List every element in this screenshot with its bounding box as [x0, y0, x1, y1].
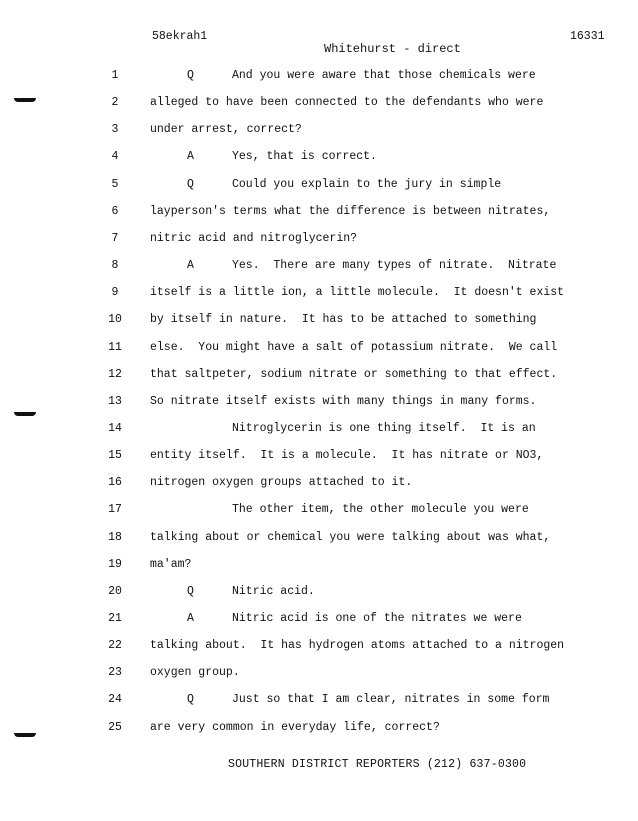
case-code: 58ekrah1 — [152, 30, 208, 43]
line-number: 22 — [108, 639, 122, 653]
line-number: 17 — [108, 503, 122, 517]
transcript-line — [0, 612, 638, 630]
transcript-line — [0, 150, 638, 168]
line-number: 10 — [108, 313, 122, 327]
line-number: 11 — [108, 340, 122, 354]
line-number: 13 — [108, 394, 122, 408]
speaker-label: A — [187, 259, 194, 273]
line-number: 3 — [111, 123, 119, 137]
line-text: alleged to have been connected to the defendants who were — [150, 96, 544, 110]
line-number: 20 — [108, 584, 122, 598]
speaker-label: A — [187, 612, 194, 625]
speaker-label: Q — [187, 177, 194, 191]
line-number: 7 — [111, 231, 119, 245]
line-text: So nitrate itself exists with many things in many forms. — [150, 394, 537, 408]
line-text: Nitric acid is one of the nitrates we were — [232, 612, 522, 625]
line-text: And you were aware that those chemicals were — [232, 69, 536, 82]
line-number: 5 — [111, 177, 119, 191]
line-number: 16 — [108, 476, 122, 490]
transcript-line — [0, 558, 638, 576]
line-number: 12 — [108, 367, 122, 381]
page-number: 16331 — [570, 30, 605, 43]
speaker-label: A — [187, 150, 194, 164]
line-number: 21 — [108, 612, 122, 625]
line-text: ma'am? — [150, 557, 192, 571]
footer-reporter: SOUTHERN DISTRICT REPORTERS (212) 637-0300 — [228, 758, 527, 771]
transcript-line — [0, 585, 638, 603]
line-number: 23 — [108, 666, 122, 680]
line-text: by itself in nature. It has to be attached to something — [150, 313, 537, 327]
line-number: 2 — [111, 96, 119, 110]
transcript-line — [0, 476, 638, 494]
punch-hole-mark — [14, 412, 36, 416]
line-number: 24 — [108, 693, 122, 707]
transcript-line — [0, 205, 638, 223]
transcript-line — [0, 123, 638, 141]
line-text: Just so that I am clear, nitrates in some form — [232, 693, 550, 707]
line-number: 9 — [111, 286, 119, 300]
transcript-line — [0, 395, 638, 413]
transcript-line — [0, 693, 638, 711]
line-text: layperson's terms what the difference is between nitrates, — [150, 204, 551, 218]
transcript-line — [0, 96, 638, 114]
line-text: Yes, that is correct. — [232, 150, 377, 164]
transcript-line — [0, 639, 638, 657]
punch-hole-mark — [14, 98, 36, 102]
line-text: nitric acid and nitroglycerin? — [150, 231, 358, 245]
transcript-line — [0, 721, 638, 739]
line-text: nitrogen oxygen groups attached to it. — [150, 476, 413, 490]
line-text: oxygen group. — [150, 666, 240, 680]
line-text: Could you explain to the jury in simple — [232, 177, 502, 191]
transcript-line — [0, 449, 638, 467]
transcript-line — [0, 232, 638, 250]
line-text: talking about or chemical you were talking about was what, — [150, 530, 551, 544]
line-text: under arrest, correct? — [150, 123, 302, 137]
transcript-line — [0, 503, 638, 521]
transcript-line — [0, 666, 638, 684]
transcript-line — [0, 286, 638, 304]
line-text: are very common in everyday life, correct? — [150, 720, 440, 734]
line-number: 14 — [108, 421, 122, 435]
line-number: 15 — [108, 449, 122, 463]
line-number: 19 — [108, 557, 122, 571]
line-number: 6 — [111, 204, 119, 218]
line-number: 4 — [111, 150, 119, 164]
line-number: 25 — [108, 720, 122, 734]
transcript-line — [0, 341, 638, 359]
transcript-line — [0, 422, 638, 440]
transcript-line — [0, 368, 638, 386]
transcript-line — [0, 69, 638, 87]
line-text: else. You might have a salt of potassium nitrate. We call — [150, 340, 558, 354]
line-text: The other item, the other molecule you were — [232, 503, 529, 517]
line-text: itself is a little ion, a little molecule. It doesn't exist — [150, 286, 565, 300]
line-text: entity itself. It is a molecule. It has nitrate or NO3, — [150, 449, 544, 463]
transcript-line — [0, 531, 638, 549]
line-text: Yes. There are many types of nitrate. Nitrate — [232, 259, 557, 273]
speaker-label: Q — [187, 584, 194, 598]
line-number: 18 — [108, 530, 122, 544]
speaker-label: Q — [187, 693, 194, 707]
page-title: Whitehurst - direct — [324, 42, 461, 56]
transcript-line — [0, 259, 638, 277]
line-text: Nitric acid. — [232, 584, 315, 598]
line-text: Nitroglycerin is one thing itself. It is an — [232, 421, 536, 435]
line-text: talking about. It has hydrogen atoms attached to a nitrogen — [150, 639, 565, 653]
speaker-label: Q — [187, 69, 194, 82]
line-number: 1 — [111, 69, 119, 82]
line-text: that saltpeter, sodium nitrate or something to that effect. — [150, 367, 558, 381]
transcript-line — [0, 313, 638, 331]
line-number: 8 — [111, 259, 119, 273]
punch-hole-mark — [14, 733, 36, 737]
transcript-line — [0, 178, 638, 196]
